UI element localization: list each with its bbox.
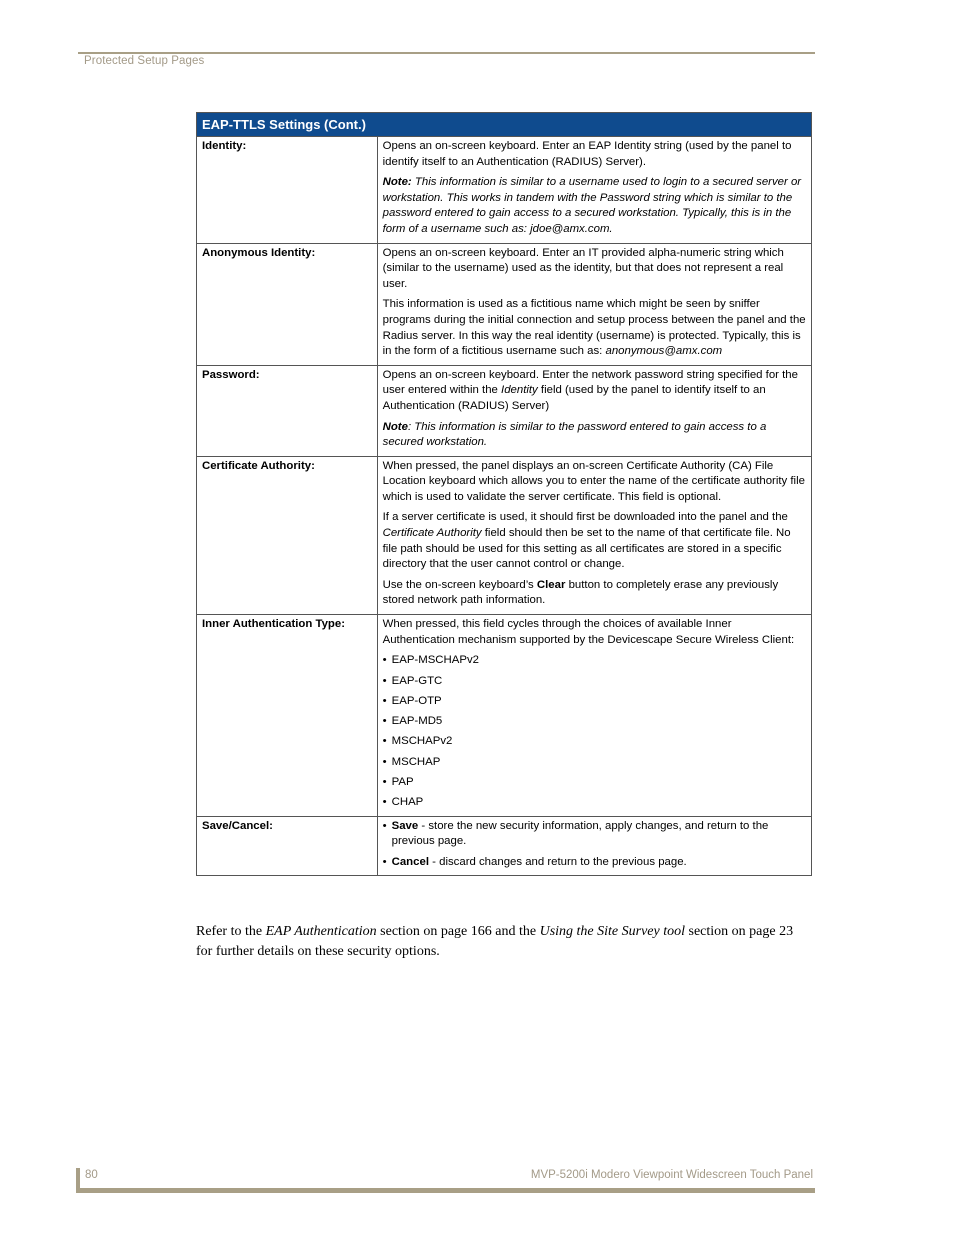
setting-description — [377, 615, 811, 817]
bullet-icon: • — [382, 674, 387, 687]
text-run: MSCHAP — [391, 755, 441, 768]
list-item — [383, 819, 806, 850]
setting-description — [377, 816, 811, 875]
description-paragraph — [383, 617, 806, 648]
description-paragraph — [383, 459, 806, 506]
text-run: MSCHAPv2 — [391, 735, 453, 748]
text-run: Clear — [536, 578, 566, 591]
text-run-wrapper — [383, 176, 412, 188]
table-row — [197, 243, 812, 365]
text-run: - store the new security information, apply changes, and return to the previous page. — [391, 819, 769, 848]
bullet-icon: • — [382, 735, 387, 748]
bullet-icon: • — [382, 775, 387, 788]
text-run: PAP — [391, 775, 414, 788]
text-run: Save — [391, 819, 419, 832]
table-row — [197, 365, 812, 456]
text-run: EAP-MD5 — [391, 715, 443, 728]
table-row — [197, 615, 812, 817]
table-row — [197, 816, 812, 875]
text-run: Identity — [501, 384, 538, 397]
text-run: If a server certificate is used, it should first be downloaded into the panel and the — [382, 511, 788, 524]
footer-rule — [76, 1188, 815, 1193]
text-run: Use the on-screen keyboard’s — [382, 578, 537, 591]
header-rule — [78, 52, 815, 54]
text-run: Note: — [382, 176, 412, 189]
text-run: Opens an on-screen keyboard. Enter the network password string specified for the user entered within the — [382, 368, 798, 397]
text-run: section on page 23 for further details on these security options. — [196, 924, 794, 959]
list-item — [383, 795, 806, 811]
text-run: - discard changes and return to the previous page. — [428, 855, 687, 868]
list-item — [383, 694, 806, 710]
description-paragraph — [383, 420, 806, 451]
table-row — [197, 456, 812, 614]
text-run: field (used by the panel to identify itself to an Authentication (RADIUS) Server) — [382, 384, 766, 412]
option-list — [383, 653, 806, 811]
bullet-icon: • — [382, 654, 387, 667]
bullet-icon: • — [382, 694, 387, 707]
setting-label: Password: — [197, 365, 378, 456]
text-run: Using the Site Survey tool — [539, 924, 685, 939]
setting-description — [377, 243, 811, 365]
text-run: This information is similar to a username used to login to a secured server or workstation. This works in tandem with the Password string which is similar to the password entered to gain access to a secured workstation. Typically, this is in the form of a username such as: jdoe@amx.com. — [382, 176, 802, 235]
setting-description — [377, 456, 811, 614]
list-item — [383, 674, 806, 690]
text-run: Opens an on-screen keyboard. Enter an IT provided alpha-numeric string which (similar to the username) used as the identity, but that does not represent a real user. — [382, 246, 784, 290]
bullet-icon: • — [382, 855, 387, 868]
setting-label: Certificate Authority: — [197, 456, 378, 614]
setting-description — [377, 137, 811, 244]
reference-paragraph — [196, 922, 796, 961]
text-run: When pressed, this field cycles through the choices of available Inner Authentication mechanism supported by the Devicescape Secure Wireless Client: — [382, 618, 795, 646]
text-run: anonymous@amx.com — [605, 345, 723, 358]
setting-description — [377, 365, 811, 456]
text-run: Refer to the — [196, 924, 266, 939]
table-row — [197, 137, 812, 244]
description-paragraph — [383, 510, 806, 572]
list-item — [383, 714, 806, 730]
list-item — [383, 755, 806, 771]
settings-table — [196, 112, 812, 876]
bullet-icon: • — [382, 715, 387, 728]
text-run: Cancel — [391, 855, 429, 868]
text-run: field should then be set to the name of that certificate file. No file path should be used for this setting as all certificates are stored in a specific directory that the user cannot control or change. — [382, 527, 791, 571]
description-paragraph — [383, 578, 806, 609]
running-header: Protected Setup Pages — [84, 55, 205, 67]
list-item — [383, 775, 806, 791]
text-run: This information is used as a fictitious name which might be seen by sniffer programs during the initial connection and setup process between the panel and the Radius server. In this way the real identity (username) is protected. Typically, this is in the form of a fictitious username such as: — [382, 298, 806, 358]
text-run: EAP Authentication — [265, 924, 377, 939]
text-run: CHAP — [391, 796, 424, 809]
bullet-icon: • — [382, 755, 387, 768]
list-item — [383, 653, 806, 669]
text-run: Note — [382, 420, 408, 433]
text-run: Opens an on-screen keyboard. Enter an EAP Identity string (used by the panel to identify itself to an Authentication (RADIUS) Server). — [382, 140, 792, 168]
description-paragraph — [383, 246, 806, 293]
text-run: button to completely erase any previously stored network path information. — [382, 578, 779, 607]
setting-label: Anonymous Identity: — [197, 243, 378, 365]
text-run: : This information is similar to the password entered to gain access to a secured workstation. — [382, 420, 767, 449]
text-run-wrapper — [383, 421, 408, 433]
bullet-icon: • — [382, 796, 387, 809]
text-run: section on page 166 and the — [376, 924, 540, 939]
description-paragraph — [383, 368, 806, 415]
setting-label: Identity: — [197, 137, 378, 244]
table-header-row — [197, 113, 812, 137]
text-run: EAP-MSCHAPv2 — [391, 654, 479, 667]
text-run: EAP-GTC — [391, 674, 443, 687]
text-run: EAP-OTP — [391, 694, 442, 707]
description-paragraph — [383, 139, 806, 170]
description-paragraph — [383, 297, 806, 359]
document-title: MVP-5200i Modero Viewpoint Widescreen Touch Panel — [530, 1169, 813, 1181]
description-paragraph — [383, 175, 806, 237]
table-title: EAP-TTLS Settings (Cont.) — [197, 113, 812, 137]
option-list — [383, 819, 806, 870]
list-item — [383, 855, 806, 871]
setting-label: Save/Cancel: — [197, 816, 378, 875]
table-body — [197, 137, 812, 876]
bullet-icon: • — [382, 819, 387, 832]
setting-label: Inner Authentication Type: — [197, 615, 378, 817]
text-run: When pressed, the panel displays an on-screen Certificate Authority (CA) File Location keyboard which allows you to enter the name of the certificate authority file which is used to validate the server certificate. This field is optional. — [382, 459, 805, 503]
page-number: 80 — [85, 1169, 98, 1181]
list-item — [383, 734, 806, 750]
text-run: Certificate Authority — [382, 527, 482, 540]
